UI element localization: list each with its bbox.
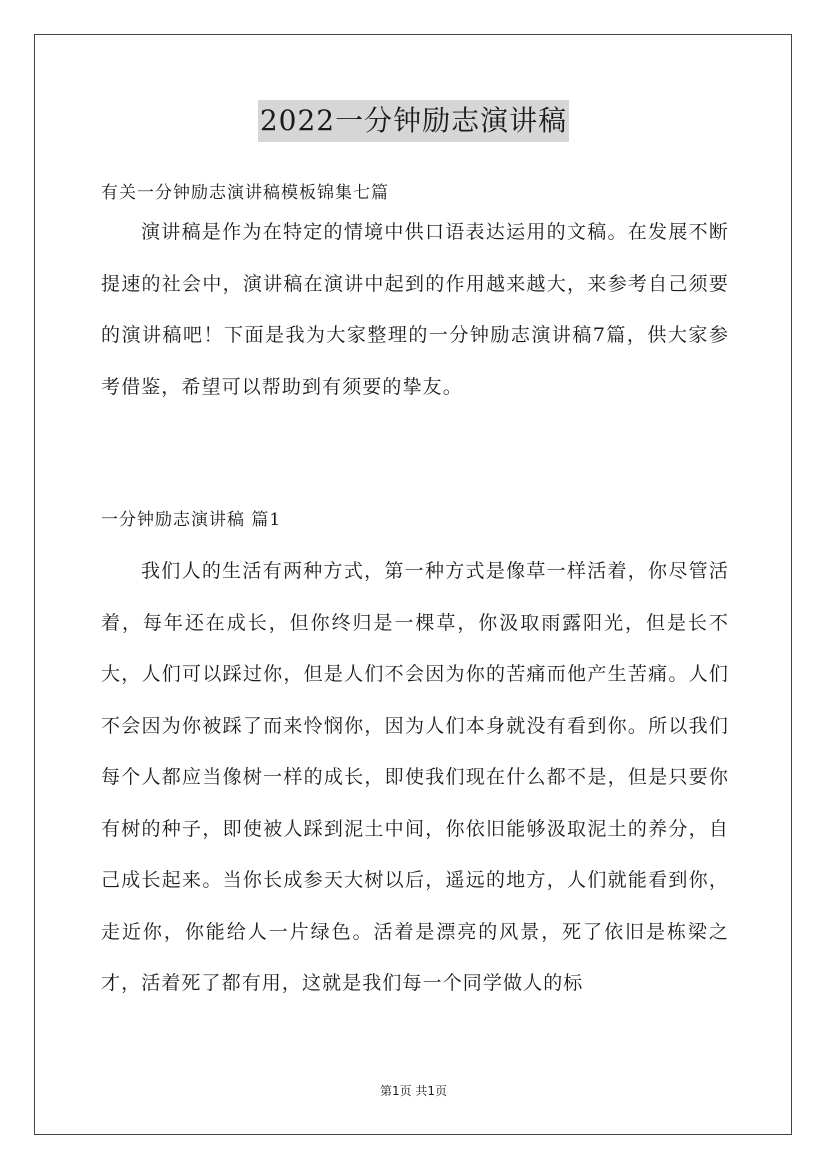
intro-paragraph: 演讲稿是作为在特定的情境中供口语表达运用的文稿。在发展不断提速的社会中，演讲稿在演讲中起到的作用越来越大，来参考自己须要的演讲稿吧！下面是我为大家整理的一分钟励志演讲稿7篇，供大家参考借鉴，希望可以帮助到有须要的挚友。 — [101, 221, 729, 398]
document-subtitle: 有关一分钟励志演讲稿模板锦集七篇 — [101, 183, 389, 203]
document-title: 2022一分钟励志演讲稿 — [258, 100, 569, 142]
section-paragraph: 我们人的生活有两种方式，第一种方式是像草一样活着，你尽管活着，每年还在成长，但你终归是一棵草，你汲取雨露阳光，但是长不大，人们可以踩过你，但是人们不会因为你的苦痛而他产生苦痛。人们不会因为你被踩了而来怜悯你，因为人们本身就没有看到你。所以我们每个人都应当像树一样的成长，即使我们现在什么都不是，但是只要你有树的种子，即使被人踩到泥土中间，你依旧能够汲取泥土的养分，自己成长起来。当你长成参天大树以后，遥远的地方，人们就能看到你，走近你，你能给人一片绿色。活着是漂亮的风景，死了依旧是栋梁之才，活着死了都有用，这就是我们每一个同学做人的标 — [101, 560, 729, 994]
title-container — [0, 100, 827, 142]
section-heading: 一分钟励志演讲稿 篇1 — [101, 510, 282, 530]
page-footer: 第1页 共1页 — [379, 1084, 448, 1098]
